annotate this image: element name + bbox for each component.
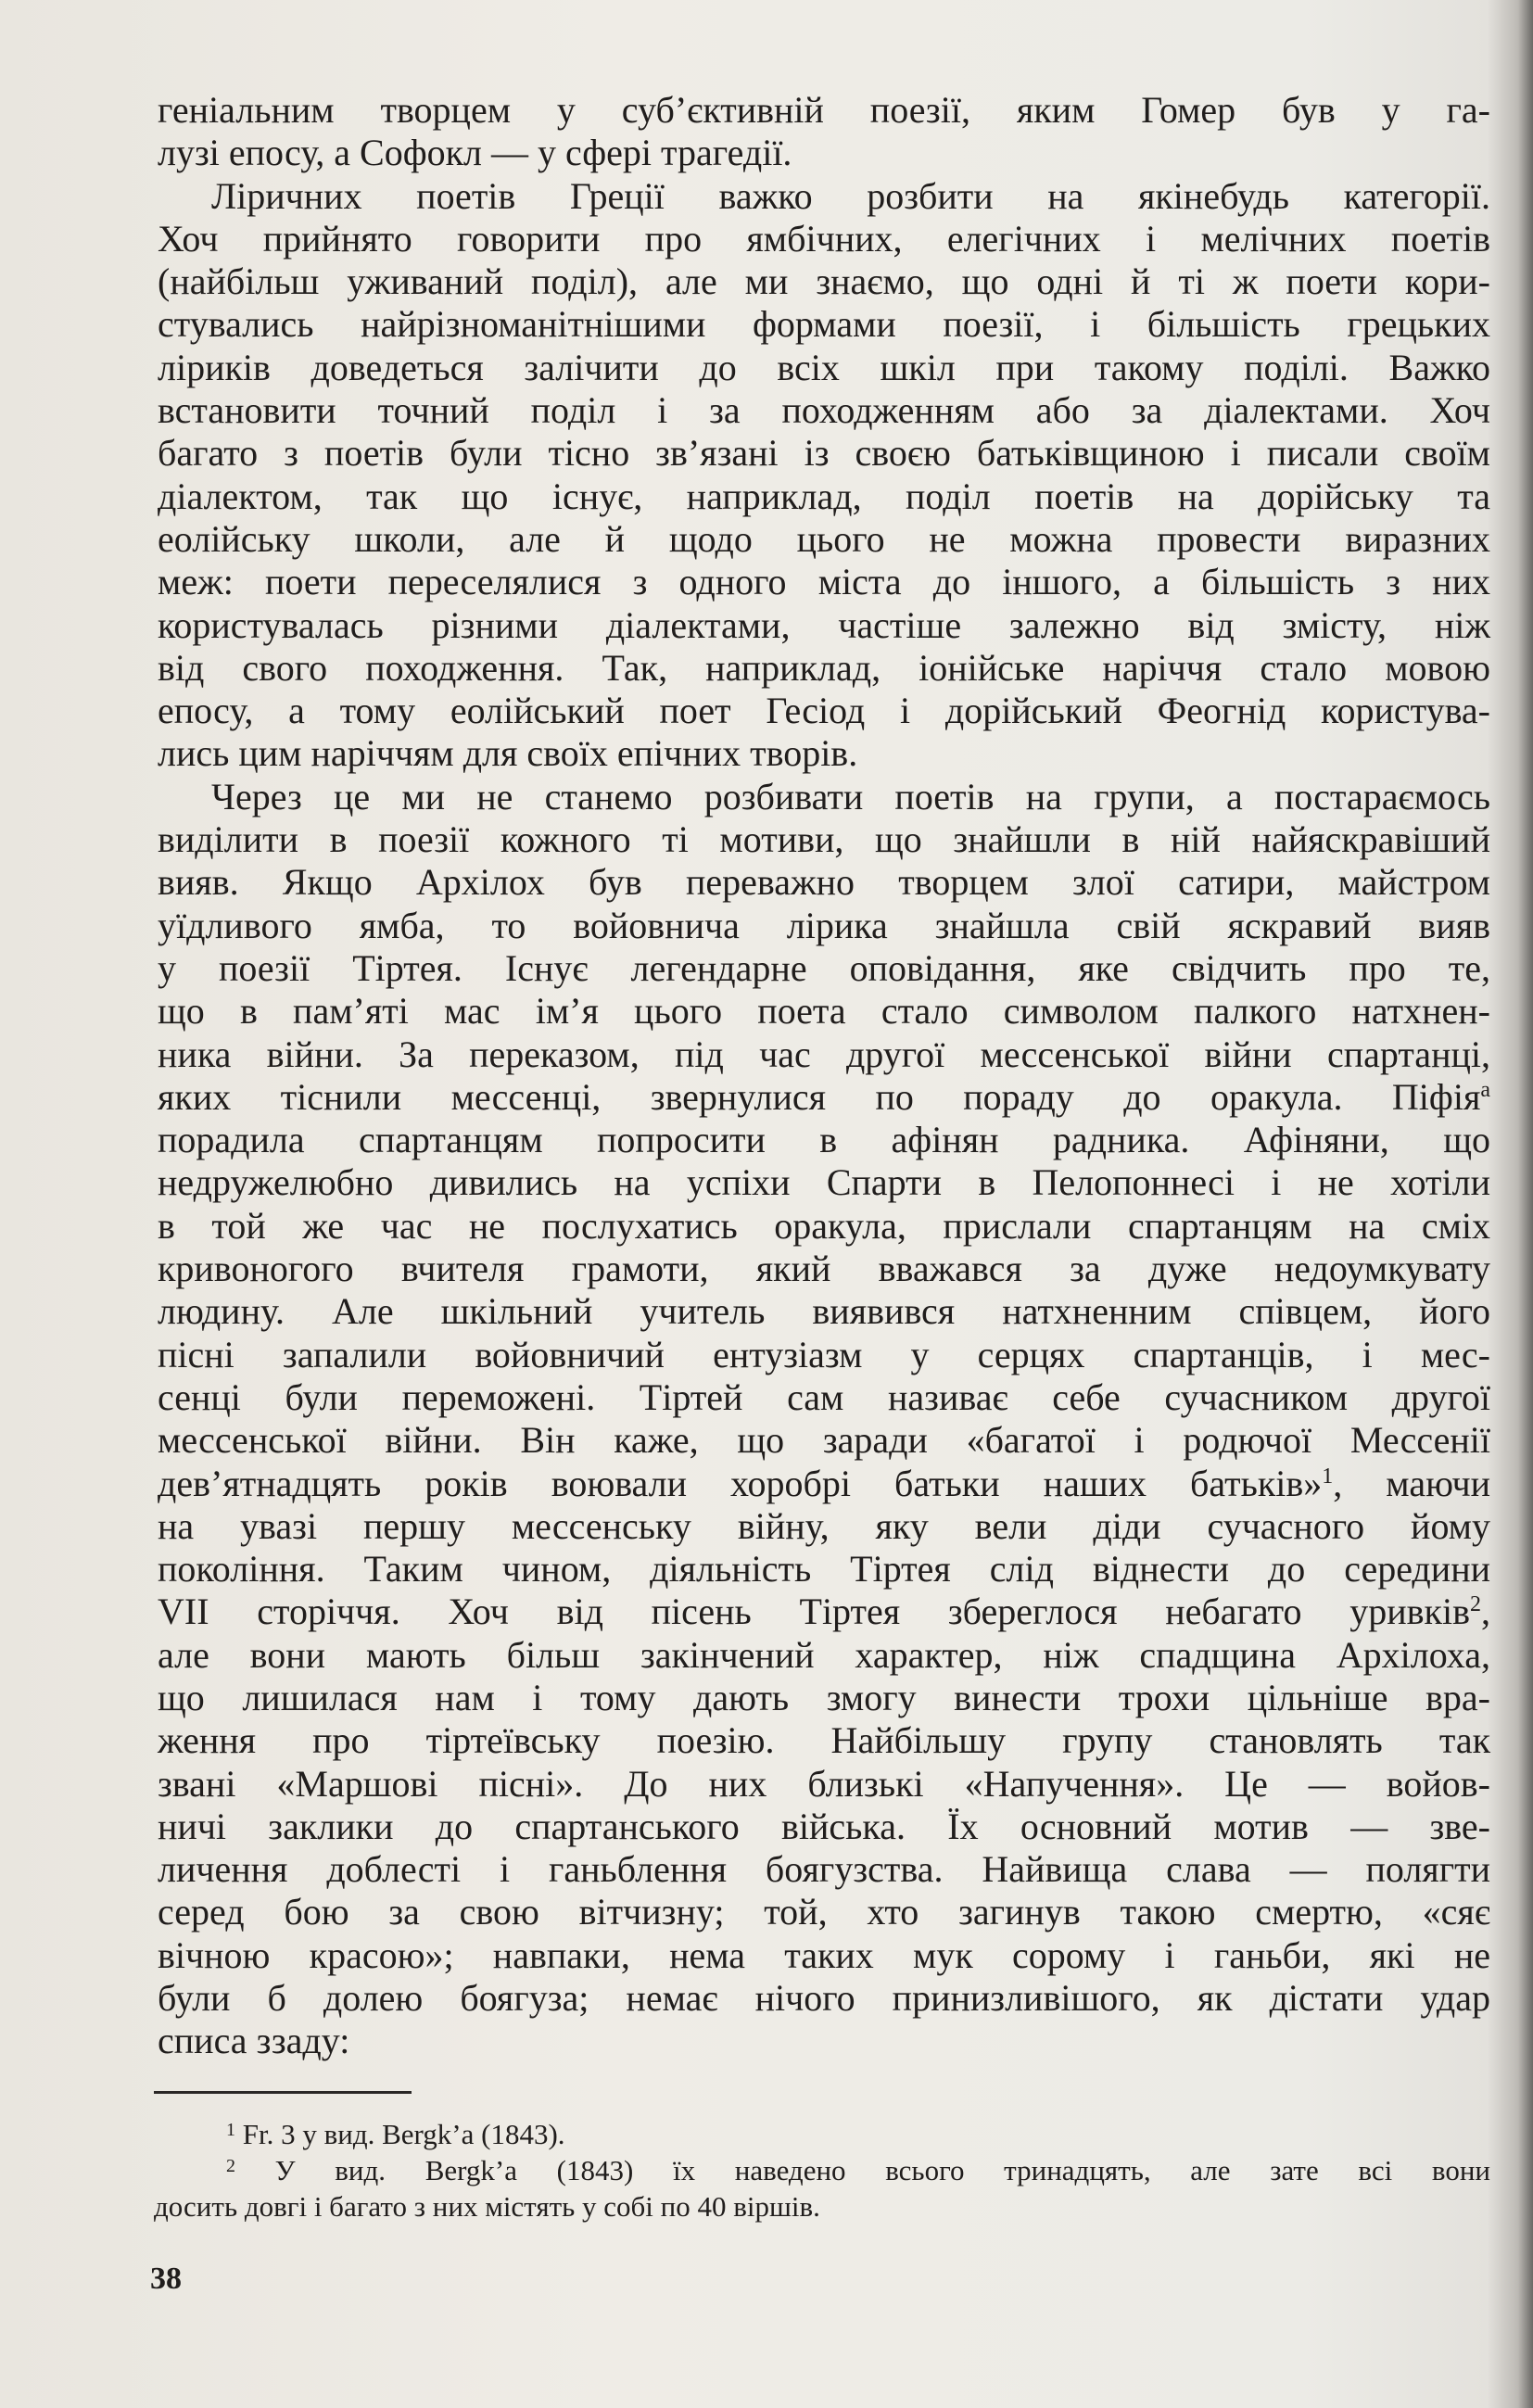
text-line: стувались найрізноманітнішими формами поезії, і більшість грецьких <box>158 303 1490 346</box>
footnote-reference: 1 <box>1322 1464 1334 1489</box>
text-line: ження про тіртеївську поезію. Найбільшу групу становлять так <box>158 1719 1490 1762</box>
text-line: але вони мають більш закінчений характер, ніж спадщина Архілоха, <box>158 1633 1490 1676</box>
footnote <box>154 2152 1490 2224</box>
text-line: (найбільш уживаний поділ), але ми знаємо, що одні й ті ж поети кори- <box>158 260 1490 303</box>
text-line: геніальним творцем у суб’єктивній поезії, яким Гомер був у га- <box>158 89 1490 131</box>
text-line: від свого походження. Так, наприклад, іонійське наріччя стало мовою <box>158 646 1490 689</box>
page-number: 38 <box>150 2262 182 2296</box>
footnote-line <box>154 2116 1490 2152</box>
text-line: користувалась різними діалектами, частіше залежно від змісту, ніж <box>158 603 1490 646</box>
text-line: покоління. Таким чином, діяльність Тіртея слід віднести до середини <box>158 1548 1490 1591</box>
text-line: еолійську школи, але й щодо цього не можна провести виразних <box>158 517 1490 560</box>
text-line: епосу, а тому еолійський поет Гесіод і дорійський Феогнід користува- <box>158 690 1490 732</box>
text-segment: , маючи <box>1333 1462 1490 1504</box>
footnote-mark: 2 <box>226 2156 235 2176</box>
text-line: Через це ми не станемо розбивати поетів на групи, а постараємось <box>211 775 1490 817</box>
footnote <box>154 2116 1490 2152</box>
text-line: що лишилася нам і тому дають змогу винести трохи цільніше вра- <box>158 1676 1490 1718</box>
text-line: Хоч прийнято говорити про ямбічних, елегічних і мелічних поетів <box>158 217 1490 260</box>
text-line: багато з поетів були тісно зв’язані із своєю батьківщиною і писали своїм <box>158 432 1490 475</box>
text-line <box>158 1591 1490 1633</box>
text-line: ліриків доведеться залічити до всіх шкіл при такому поділі. Важко <box>158 346 1490 388</box>
text-line: мессенської війни. Він каже, що заради «багатої і родючої Мессенії <box>158 1419 1490 1462</box>
footnote-line <box>154 2188 1490 2224</box>
text-line: порадила спартанцям попросити в афінян радника. Афіняни, що <box>158 1119 1490 1161</box>
text-segment: дев’ятнадцять років воювали хоробрі батьки наших батьків» <box>158 1462 1323 1504</box>
text-line: ничі заклики до спартанського війська. Їх основний мотив — зве- <box>158 1805 1490 1847</box>
text-line: кривоногого вчителя грамоти, який вважався за дуже недоумкувату <box>158 1248 1490 1290</box>
text-line: встановити точний поділ і за походженням або за діалектами. Хоч <box>158 389 1490 432</box>
text-line: пісні запалили войовничий ентузіазм у серцях спартанців, і мес- <box>158 1333 1490 1375</box>
paragraph <box>158 776 1490 2063</box>
text-line: звані «Маршові пісні». До них близькі «Напучення». Це — войов- <box>158 1762 1490 1805</box>
footnotes <box>154 2116 1490 2224</box>
footnote-text: У вид. Bergk’a (1843) їх наведено всього тринадцять, але зате всі вони <box>274 2154 1490 2186</box>
text-line: були б долею боягуза; немає нічого принизливішого, як дістати удар <box>158 1977 1490 2020</box>
text-line: що в пам’яті мас ім’я цього поета стало символом палкого натхнен- <box>158 990 1490 1033</box>
text-line: у поезії Тіртея. Існує легендарне оповідання, яке свідчить про те, <box>158 946 1490 989</box>
text-line <box>158 1076 1490 1119</box>
body-text <box>158 89 1490 2063</box>
text-line: уїдливого ямба, то войовнича лірика знайшла свій яскравий вияв <box>158 904 1490 946</box>
text-line: Ліричних поетів Греції важко розбити на якінебудь категорії. <box>211 174 1490 217</box>
footnote-reference: a <box>1480 1077 1490 1102</box>
text-line: людину. Але шкільний учитель виявився натхненним співцем, його <box>158 1290 1490 1333</box>
text-line: личення доблесті і ганьблення боягузства. Найвища слава — полягти <box>158 1848 1490 1891</box>
text-line: в той же час не послухатись оракула, прислали спартанцям на сміх <box>158 1204 1490 1247</box>
footnote-text: досить довгі і багато з них містять у собі по 40 віршів. <box>154 2190 820 2223</box>
text-line: меж: поети переселялися з одного міста до іншого, а більшість з них <box>158 561 1490 603</box>
text-line: вияв. Якщо Архілох був переважно творцем злої сатири, майстром <box>158 861 1490 904</box>
text-line: на увазі першу мессенську війну, яку вели діди сучасного йому <box>158 1504 1490 1547</box>
text-segment: VII сторіччя. Хоч від пісень Тіртея збереглося небагато уривків <box>158 1591 1470 1633</box>
paragraph <box>158 175 1490 776</box>
text-line: сенці були переможені. Тіртей сам називає себе сучасником другої <box>158 1375 1490 1418</box>
footnote-mark: 1 <box>226 2120 235 2140</box>
text-line: серед бою за свою вітчизну; той, хто загинув такою смертю, «сяє <box>158 1891 1490 1933</box>
text-line: недружелюбно дивились на успіхи Спарти в Пелопоннесі і не хотіли <box>158 1161 1490 1204</box>
paragraph <box>158 89 1490 175</box>
text-line: виділити в поезії кожного ті мотиви, що знайшли в ній найяскравіший <box>158 818 1490 861</box>
text-line: ника війни. За переказом, під час другої мессенської війни спартанці, <box>158 1033 1490 1075</box>
footnote-text: Fr. 3 у вид. Bergk’a (1843). <box>242 2118 565 2150</box>
text-line: лузі епосу, а Софокл — у сфері трагедії. <box>158 132 792 174</box>
text-line <box>158 1463 1490 1505</box>
footnote-divider <box>154 2091 412 2094</box>
text-line: діалектом, так що існує, наприклад, поділ поетів на дорійську та <box>158 475 1490 517</box>
text-segment: яких тіснили мессенці, звернулися по пораду до оракула. Піфія <box>158 1075 1481 1118</box>
text-line: лись цим наріччям для своїх епічних творів. <box>158 732 858 775</box>
text-line: списа ззаду: <box>158 2020 350 2062</box>
footnote-reference: 2 <box>1470 1592 1481 1617</box>
footnote-line <box>154 2152 1490 2188</box>
text-line: вічною красою»; навпаки, нема таких мук сорому і ганьби, які не <box>158 1933 1490 1976</box>
text-segment: , <box>1481 1591 1490 1633</box>
